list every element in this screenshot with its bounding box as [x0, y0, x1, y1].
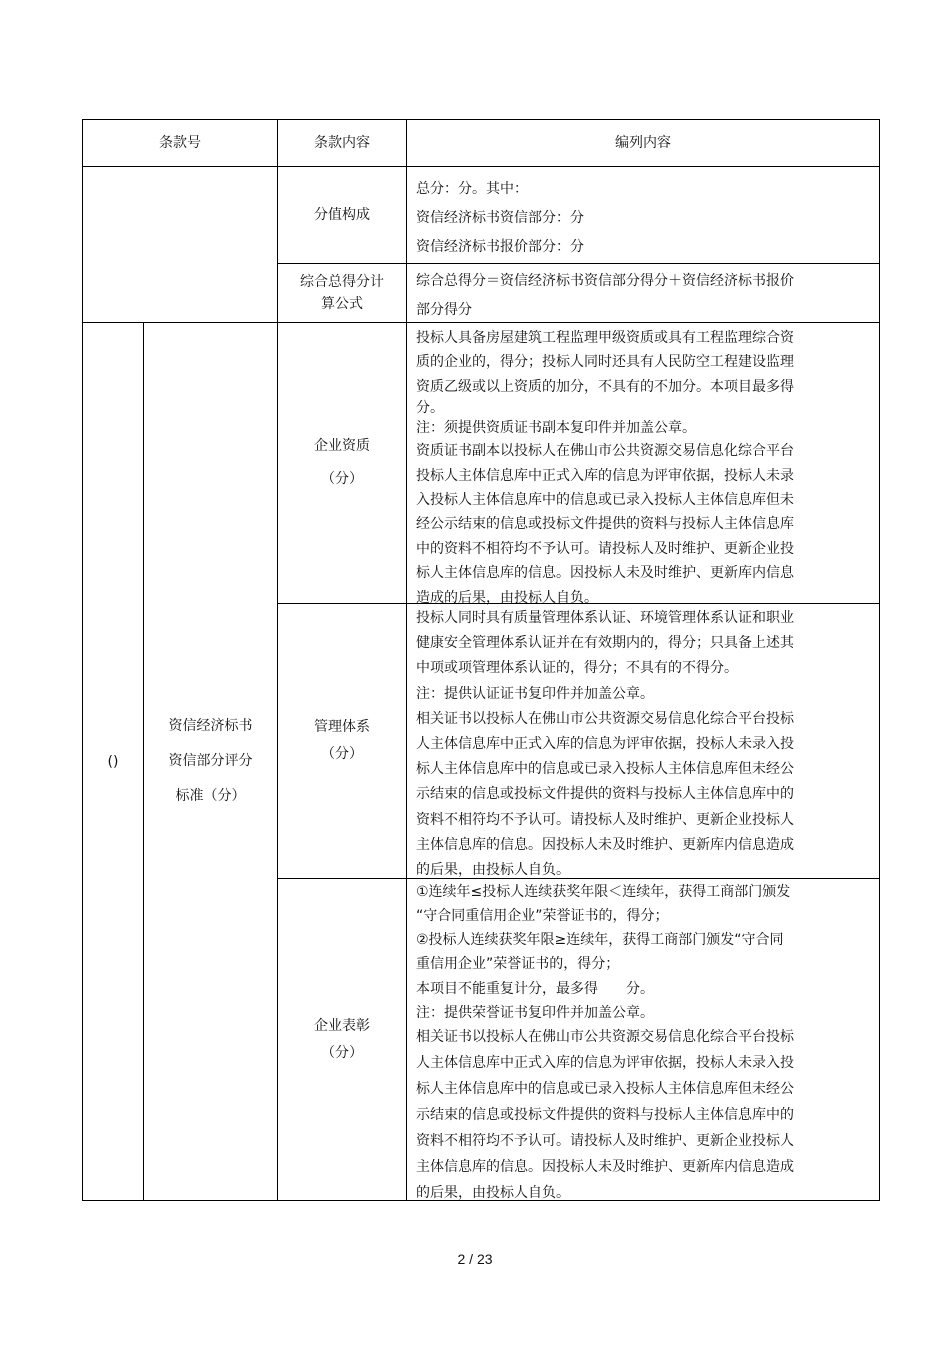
qualification-line: 中的资料不相符均不予认可。请投标人及时维护、更新企业投 [416, 540, 794, 557]
management-line: 的后果，由投标人自负。 [416, 862, 570, 879]
score-line: 资信经济标书报价部分：分 [416, 239, 584, 255]
score-structure-label-text: 分值构成 [314, 207, 370, 223]
header-clause-content-text: 条款内容 [314, 135, 370, 151]
qualification-line: 资质乙级或以上资质的加分，不具有的不加分。本项目最多得 [416, 378, 794, 395]
management-label-line: 管理体系 [314, 719, 370, 735]
management-line: 示结束的信息或投标文件提供的资料与投标人主体信息库中的 [416, 786, 794, 803]
honor-line: 资料不相符均不予认可。请投标人及时维护、更新企业投标人 [416, 1133, 794, 1149]
section-title [144, 323, 277, 1200]
honor-line: 主体信息库的信息。因投标人未及时维护、更新库内信息造成 [416, 1159, 794, 1175]
management-label-line: （分） [321, 746, 363, 762]
formula-label-line: 算公式 [321, 296, 363, 312]
page-number: 2 / 23 [457, 1251, 493, 1267]
honor-line: 相关证书以投标人在佛山市公共资源交易信息化综合平台投标 [416, 1029, 794, 1045]
honor-line: ①连续年≤投标人连续获奖年限＜连续年，获得工商部门颁发 [416, 884, 791, 900]
management-line: 人主体信息库中正式入库的信息为评审依据，投标人未录入投 [416, 736, 794, 753]
management-content [407, 601, 879, 878]
management-line: 健康安全管理体系认证并在有效期内的，得分；只具备上述其 [416, 635, 794, 652]
honor-line: 本项目不能重复计分，最多得 分。 [416, 981, 654, 997]
management-label [278, 604, 406, 878]
qualification-line: 分。 [416, 400, 444, 417]
honor-label-line: （分） [321, 1044, 363, 1061]
honor-label [278, 879, 406, 1200]
section-title-line: 资信部分评分 [168, 753, 253, 769]
header-compiled-content [407, 120, 879, 166]
qualification-line: 标人主体信息库的信息。因投标人未及时维护、更新库内信息 [416, 565, 794, 582]
management-line: 注：提供认证证书复印件并加盖公章。 [416, 685, 654, 702]
header-clause-number-text: 条款号 [159, 135, 201, 151]
honor-line: 重信用企业”荣誉证书的，得分； [416, 956, 620, 972]
honor-content [407, 876, 879, 1200]
formula-line: 部分得分 [416, 302, 472, 318]
formula-line: 综合总得分＝资信经济标书资信部分得分＋资信经济标书报价 [416, 273, 794, 289]
management-line: 中项或项管理体系认证的，得分；不具有的不得分。 [416, 660, 738, 677]
qualification-content [407, 321, 879, 606]
management-line: 主体信息库的信息。因投标人未及时维护、更新库内信息造成 [416, 836, 794, 853]
section-title-line: 资信经济标书 [168, 718, 253, 734]
qualification-line: 质的企业的，得分；投标人同时还具有人民防空工程建设监理 [416, 354, 794, 371]
qualification-line: 投标人主体信息库中正式入库的信息为评审依据，投标人未录 [416, 467, 794, 484]
score-structure-content [407, 170, 879, 263]
qualification-label-line: 企业资质 [314, 438, 370, 454]
management-line: 投标人同时具有质量管理体系认证、环境管理体系认证和职业 [416, 610, 794, 626]
honor-label-line: 企业表彰 [314, 1017, 370, 1034]
management-line: 资料不相符均不予认可。请投标人及时维护、更新企业投标人 [416, 811, 794, 828]
honor-line: 标人主体信息库中的信息或已录入投标人主体信息库但未经公 [416, 1081, 794, 1097]
qualification-line: 资质证书副本以投标人在佛山市公共资源交易信息化综合平台 [416, 443, 794, 460]
header-divider [82, 166, 880, 167]
header-clause-number [83, 120, 277, 166]
honor-line: 的后果，由投标人自负。 [416, 1185, 570, 1201]
section-number-text: () [107, 753, 119, 770]
header-clause-content [278, 120, 406, 166]
formula-label-line: 综合总得分计 [300, 274, 384, 290]
section-number [83, 323, 143, 1200]
qualification-label-line: （分） [321, 471, 363, 487]
header-compiled-content-text: 编列内容 [615, 135, 671, 151]
qualification-line: 经公示结束的信息或投标文件提供的资料与投标人主体信息库 [416, 516, 794, 533]
section-title-line: 标准（分） [175, 788, 246, 804]
formula-label [278, 264, 406, 322]
honor-line: “守合同重信用企业”荣誉证书的，得分； [416, 908, 669, 924]
qualification-line: 入投标人主体信息库中的信息或已录入投标人主体信息库但未 [416, 492, 794, 509]
management-line: 相关证书以投标人在佛山市公共资源交易信息化综合平台投标 [416, 710, 794, 727]
score-structure-label [278, 167, 406, 263]
qualification-line: 造成的后果，由投标人自负。 [416, 589, 598, 606]
management-line: 标人主体信息库中的信息或已录入投标人主体信息库但未经公 [416, 761, 794, 778]
honor-line: 注：提供荣誉证书复印件并加盖公章。 [416, 1005, 654, 1021]
honor-line: ②投标人连续获奖年限≥连续年，获得工商部门颁发“守合同 [416, 932, 784, 948]
qualification-line: 注：须提供资质证书副本复印件并加盖公章。 [416, 420, 696, 437]
honor-line: 人主体信息库中正式入库的信息为评审依据，投标人未录入投 [416, 1055, 794, 1071]
honor-line: 示结束的信息或投标文件提供的资料与投标人主体信息库中的 [416, 1107, 794, 1123]
formula-content [407, 262, 879, 322]
qualification-line: 投标人具备房屋建筑工程监理甲级资质或具有工程监理综合资 [416, 330, 794, 346]
score-line: 资信经济标书资信部分：分 [416, 210, 584, 226]
qualification-label [278, 323, 406, 603]
score-line: 总分：分。其中： [416, 181, 528, 197]
table-border-right [879, 119, 880, 1201]
